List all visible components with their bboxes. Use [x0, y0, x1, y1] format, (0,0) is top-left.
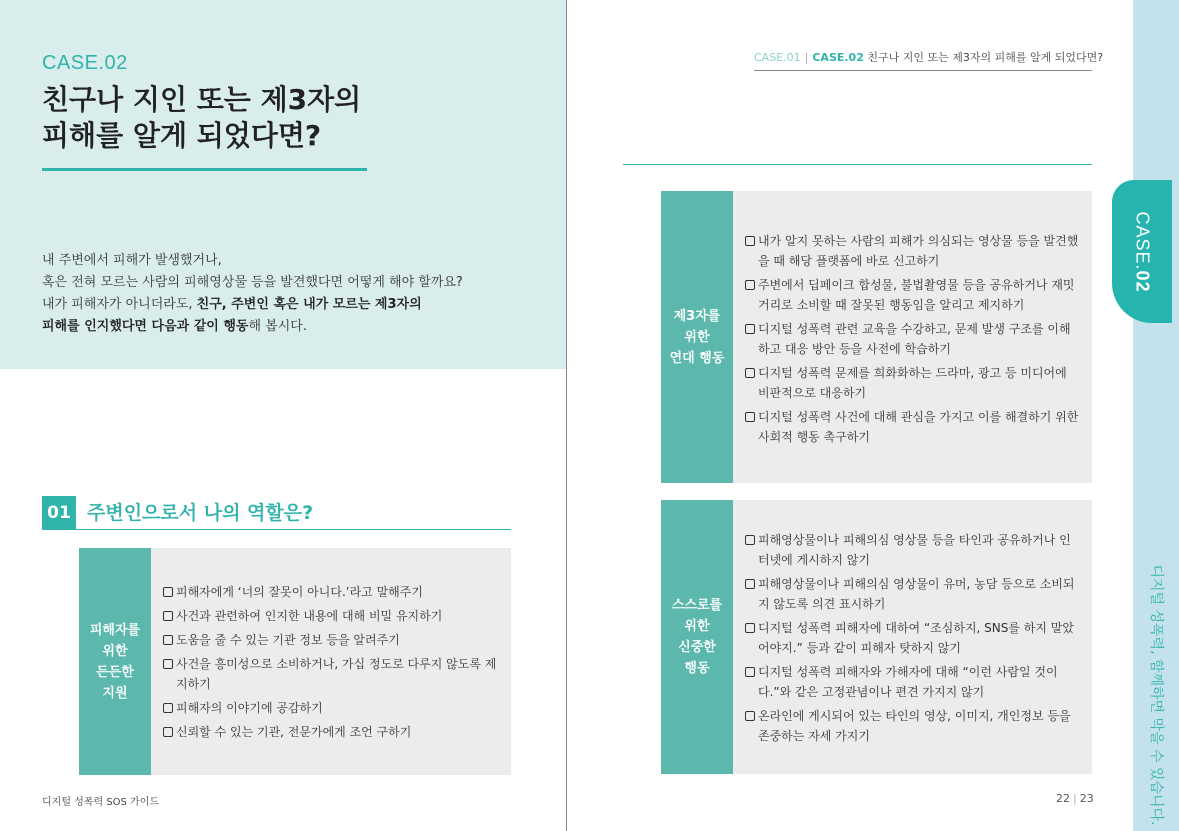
list-item: 사건과 관련하여 인지한 내용에 대해 비밀 유지하기 — [163, 606, 499, 626]
page-title — [42, 82, 361, 154]
support-box — [79, 548, 511, 775]
left-page — [0, 0, 566, 831]
page-number-separator: | — [1073, 792, 1077, 805]
intro-line-3-bold: 친구, 주변인 혹은 내가 모르는 제3자의 — [196, 297, 422, 312]
title-underline — [42, 168, 367, 171]
support-label-line: 위한 — [102, 643, 128, 659]
section-heading — [42, 496, 511, 530]
list-item: 피해자에게 ‘너의 잘못이 아니다.’라고 말해주기 — [163, 582, 499, 602]
case-label: CASE.02 — [42, 52, 128, 74]
list-item: 사건을 흥미성으로 소비하거나, 가십 정도로 다루지 않도록 제지하기 — [163, 654, 499, 694]
list-item: 도움을 줄 수 있는 기관 정보 등을 알려주기 — [163, 630, 499, 650]
breadcrumb-case02: CASE.02 — [812, 51, 864, 64]
solidarity-box — [661, 191, 1092, 483]
solidarity-label-line: 연대 행동 — [669, 350, 725, 366]
intro-line-1: 내 주변에서 피해가 발생했거나, — [42, 253, 222, 268]
list-item: 피해영상물이나 피해의심 영상물이 유머, 농담 등으로 소비되지 않도록 의견 표시하기 — [745, 574, 1080, 614]
hero-panel — [0, 0, 566, 369]
list-item: 디지털 성폭력 피해자와 가해자에 대해 “이런 사람일 것이다.”와 같은 고정관념이나 편견 가지지 않기 — [745, 662, 1080, 702]
list-item: 내가 알지 못하는 사람의 피해가 의심되는 영상물 등을 발견했을 때 해당 플랫폼에 바로 신고하기 — [745, 231, 1080, 271]
breadcrumb-title: 친구나 지인 또는 제3자의 피해를 알게 되었다면? — [867, 51, 1104, 64]
case-tab-prefix: CASE. — [1132, 211, 1153, 271]
list-item: 디지털 성폭력 관련 교육을 수강하고, 문제 발생 구조를 이해하고 대응 방안 등을 사전에 학습하기 — [745, 319, 1080, 359]
title-line-1: 친구나 지인 또는 제3자의 — [42, 83, 362, 116]
self-care-label-line: 신중한 — [678, 640, 716, 655]
intro-line-2: 혹은 전혀 모르는 사람의 피해영상물 등을 발견했다면 어떻게 해야 할까요? — [42, 275, 463, 290]
intro-line-4 — [42, 316, 542, 338]
support-label-line: 지원 — [102, 685, 128, 701]
slogan: 디지털 성폭력, 함께하면 막을 수 있습니다. — [1148, 564, 1164, 826]
case-tab-number: 02 — [1132, 270, 1153, 293]
self-care-box-label — [661, 500, 733, 774]
list-item: 신뢰할 수 있는 기관, 전문가에게 조언 구하기 — [163, 722, 499, 742]
support-label-line: 피해자를 — [89, 622, 141, 638]
support-label-line: 든든한 — [96, 664, 134, 680]
self-care-label-line: 행동 — [684, 661, 710, 676]
solidarity-list — [745, 231, 1080, 451]
list-item: 디지털 성폭력 피해자에 대하여 “조심하지, SNS를 하지 말았어야지.” 등과 같이 피해자 탓하지 않기 — [745, 618, 1080, 658]
list-item: 주변에서 딥페이크 합성물, 불법촬영물 등을 공유하거나 재밋거리로 소비할 때 잘못된 행동임을 알리고 제지하기 — [745, 275, 1080, 315]
intro-text — [42, 250, 542, 338]
footer-title: 디지털 성폭력 SOS 가이드 — [42, 797, 160, 808]
list-item: 피해자의 이야기에 공감하기 — [163, 698, 499, 718]
page-number-left: 22 — [1056, 792, 1070, 805]
solidarity-box-label — [661, 191, 733, 483]
intro-line-3 — [42, 294, 542, 316]
top-divider — [623, 164, 1092, 165]
self-care-box — [661, 500, 1092, 774]
intro-line-4-b: 해 봅시다. — [248, 319, 307, 334]
support-box-label — [79, 548, 151, 775]
page-spine — [566, 0, 567, 831]
list-item: 피해영상물이나 피해의심 영상물 등을 타인과 공유하거나 인터넷에 게시하지 않기 — [745, 530, 1080, 570]
page-numbers — [1056, 792, 1094, 805]
page-number-right: 23 — [1079, 792, 1094, 805]
support-list — [163, 582, 499, 746]
breadcrumb-separator: | — [804, 51, 809, 64]
breadcrumb-rule — [754, 70, 1092, 71]
breadcrumb-case01: CASE.01 — [754, 51, 801, 64]
intro-line-4-bold: 피해를 인지했다면 다음과 같이 행동 — [42, 319, 249, 334]
section-number: 01 — [42, 496, 76, 530]
title-line-2: 피해를 알게 되었다면? — [42, 119, 322, 152]
section-title: 주변인으로서 나의 역할은? — [87, 502, 314, 524]
list-item: 디지털 성폭력 사건에 대해 관심을 가지고 이를 해결하기 위한 사회적 행동 촉구하기 — [745, 407, 1080, 447]
solidarity-label-line: 위한 — [684, 329, 710, 345]
solidarity-label-line: 제3자를 — [673, 308, 721, 324]
self-care-list — [745, 530, 1080, 750]
list-item: 온라인에 게시되어 있는 타인의 영상, 이미지, 개인정보 등을 존중하는 자세 가지기 — [745, 706, 1080, 746]
breadcrumb — [754, 49, 1103, 65]
intro-line-3-a: 내가 피해자가 아니더라도, — [42, 297, 197, 312]
self-care-label-line: 스스로를 — [671, 598, 723, 613]
self-care-label-line: 위한 — [684, 619, 710, 634]
case-tab-label — [1132, 211, 1153, 292]
list-item: 디지털 성폭력 문제를 희화화하는 드라마, 광고 등 미디어에 비판적으로 대응하기 — [745, 363, 1080, 403]
